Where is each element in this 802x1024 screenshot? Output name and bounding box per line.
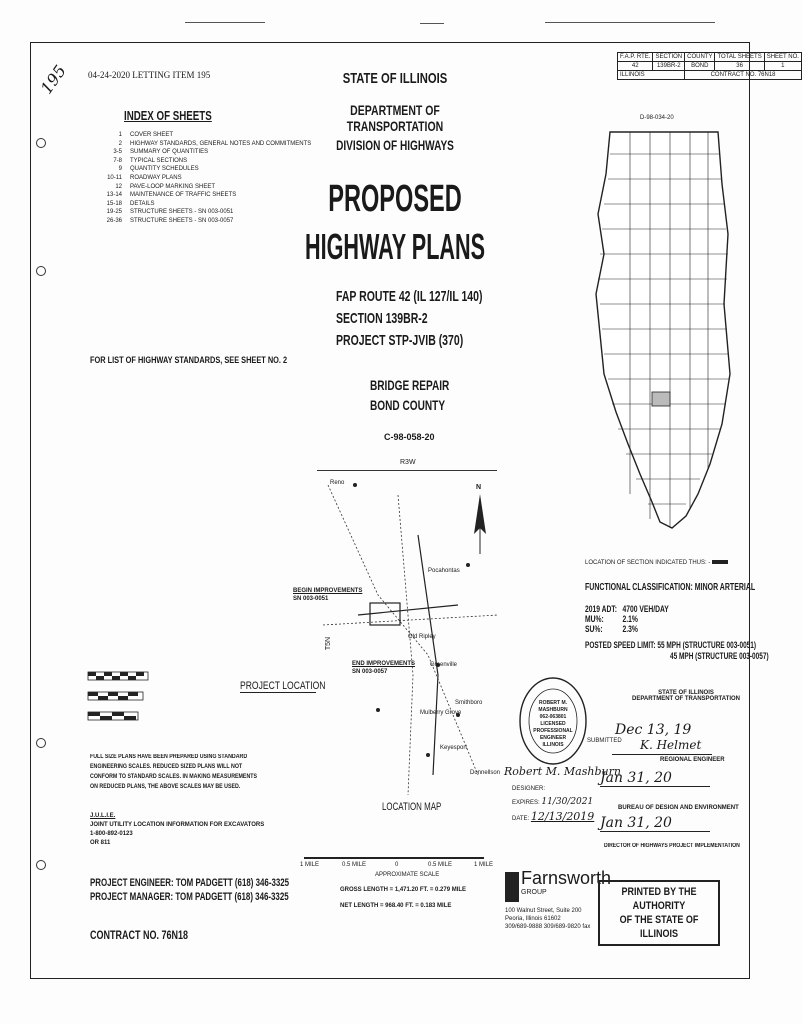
index-sheet-number: 1 xyxy=(118,132,122,138)
location-legend-mark xyxy=(712,560,728,564)
town-label: Old Ripley xyxy=(408,634,436,640)
traffic-value: 2.1% xyxy=(622,614,638,624)
tb-contract: CONTRACT NO. 76N18 xyxy=(685,71,802,80)
standards-note: FOR LIST OF HIGHWAY STANDARDS, SEE SHEET NO. 2 xyxy=(90,355,288,365)
date-label: DATE: xyxy=(512,816,530,822)
traffic-key: MU%: xyxy=(585,614,604,624)
department-title: DEPARTMENT OF TRANSPORTATION xyxy=(346,102,444,134)
index-row xyxy=(100,157,311,166)
firm-phone: 309/689-9888 309/689-9820 fax xyxy=(505,924,591,930)
index-sheet-title: STRUCTURE SHEETS - SN 003-0057 xyxy=(130,217,234,224)
contract-number: CONTRACT NO. 76N18 xyxy=(90,928,189,942)
regional-signature: K. Helmet xyxy=(640,738,702,752)
handwritten-number: 195 xyxy=(36,61,70,98)
tb-v1: 42 xyxy=(618,62,653,71)
printed-line-2: OF THE STATE OF ILLINOIS xyxy=(619,914,699,940)
end-sn: SN 003-0057 xyxy=(352,669,388,675)
town-label: Reno xyxy=(330,480,345,486)
scale-note-line: CONFORM TO STANDARD SCALES. IN MAKING MEASUREMENTS xyxy=(90,774,258,780)
bond-county: BOND COUNTY xyxy=(370,397,446,413)
expires xyxy=(512,797,593,807)
index-sheet-title: TYPICAL SECTIONS xyxy=(130,157,188,164)
sign-line xyxy=(612,754,712,755)
index-sheet-number: 12 xyxy=(115,183,122,190)
index-sheet-number: 26-36 xyxy=(106,217,122,224)
north-label: N xyxy=(476,484,482,491)
town-label: Mulberry Grove xyxy=(420,710,462,716)
begin-label: BEGIN IMPROVEMENTS xyxy=(293,588,363,594)
submitted-block xyxy=(632,690,740,702)
tb-h1: F.A.P. RTE. xyxy=(618,53,653,62)
project-engineer: PROJECT ENGINEER: TOM PADGETT (618) 346-3325 xyxy=(90,877,290,889)
index-sheet-title: DETAILS xyxy=(130,200,155,207)
firm-addr-1: 100 Walnut Street, Suite 200 xyxy=(505,908,582,914)
bond-county-highlight xyxy=(652,392,670,406)
seal-licensed: LICENSED xyxy=(540,721,566,727)
posted-speed xyxy=(585,640,769,662)
seal-engineer: ENGINEER xyxy=(539,735,567,741)
index-row xyxy=(100,217,311,226)
index-row xyxy=(100,140,311,149)
designer-label: DESIGNER: xyxy=(512,786,546,792)
index-sheet-title: MAINTENANCE OF TRAFFIC SHEETS xyxy=(130,192,237,199)
route-line: FAP ROUTE 42 (IL 127/IL 140) xyxy=(336,288,483,305)
seal-name: ROBERT M. MASHBURN xyxy=(538,700,568,713)
index-sheet-title: PAVE-LOOP MARKING SHEET xyxy=(130,183,216,190)
scale-tick: 0.5 MILE xyxy=(428,862,453,868)
firm-name: Farnsworth xyxy=(521,868,612,888)
map-id: D-98-034-20 xyxy=(640,115,674,121)
index-sheet-number: 10-11 xyxy=(107,174,122,181)
submitted-label: SUBMITTED xyxy=(587,738,622,744)
index-sheet-title: ROADWAY PLANS xyxy=(130,174,182,181)
approx-scale-bar xyxy=(304,857,484,859)
traffic-key: SU%: xyxy=(585,624,603,634)
index-row xyxy=(100,208,311,217)
index-sheet-title: HIGHWAY STANDARDS, GENERAL NOTES AND COMMITMENTS xyxy=(130,140,312,147)
bridge-repair: BRIDGE REPAIR xyxy=(370,377,450,393)
location-map-title: LOCATION MAP xyxy=(382,801,442,813)
index-sheet-number: 3-5 xyxy=(113,149,122,156)
julie-811: OR 811 xyxy=(90,840,111,846)
tb-v5: 1 xyxy=(764,62,801,71)
director-date: Jan 31, 20 xyxy=(600,815,710,832)
index-row xyxy=(100,183,311,192)
firm-address xyxy=(505,907,590,931)
speed-line-2: 45 MPH (STRUCTURE 003-0057) xyxy=(669,651,769,661)
title-block xyxy=(617,52,802,80)
tb-v4: 36 xyxy=(715,62,764,71)
division-title: DIVISION OF HIGHWAYS xyxy=(336,137,454,153)
traffic-value: 2.3% xyxy=(622,624,638,634)
state-title: STATE OF ILLINOIS xyxy=(342,70,448,87)
julie-title: J.U.L.I.E. xyxy=(90,813,116,819)
town-label: Pocahontas xyxy=(428,568,460,574)
index-row xyxy=(100,191,311,200)
scale-tick: 0 xyxy=(395,862,399,868)
begin-improvements xyxy=(293,587,362,603)
index-row xyxy=(100,148,311,157)
index-title: INDEX OF SHEETS xyxy=(124,108,212,123)
scale-note-line: ENGINEERING SCALES. REDUCED SIZED PLANS WILL NOT xyxy=(90,764,243,770)
traffic-row xyxy=(585,614,669,624)
index-sheet-title: SUMMARY OF QUANTITIES xyxy=(130,149,209,156)
end-improvements xyxy=(352,660,415,676)
traffic-data xyxy=(585,604,669,634)
index-sheet-number: 13-14 xyxy=(106,192,122,199)
seal-state: ILLINOIS xyxy=(542,742,564,748)
letting-item: 04-24-2020 LETTING ITEM 195 xyxy=(88,70,211,80)
tb-h3: COUNTY xyxy=(685,53,715,62)
end-label: END IMPROVEMENTS xyxy=(352,661,416,667)
tb-h2: SECTION xyxy=(653,53,685,62)
expires-label: EXPIRES: xyxy=(512,800,540,806)
town-label: Greenville xyxy=(430,662,458,668)
index-sheet-title: COVER SHEET xyxy=(130,132,174,138)
traffic-key: 2019 ADT: xyxy=(585,604,618,614)
graphic-scales xyxy=(88,662,188,732)
firm-addr-2: Peoria, Illinois 61602 xyxy=(505,916,561,922)
scan-mark xyxy=(420,23,444,24)
engineer-signature: Robert M. Mashburn xyxy=(504,765,621,778)
highway-plans-title: HIGHWAY PLANS xyxy=(304,226,486,267)
project-manager: PROJECT MANAGER: TOM PADGETT (618) 346-3325 xyxy=(90,891,289,903)
approx-scale-label: APPROXIMATE SCALE xyxy=(375,872,440,878)
seal-professional: PROFESSIONAL xyxy=(533,728,573,734)
traffic-row xyxy=(585,624,669,634)
project-box xyxy=(370,603,400,625)
seal-date xyxy=(512,810,594,823)
project-location-label: PROJECT LOCATION xyxy=(240,680,326,692)
bridge-block xyxy=(370,375,449,415)
speed-line-1: POSTED SPEED LIMIT: 55 MPH (STRUCTURE 003-0051) xyxy=(585,640,757,650)
functional-class: FUNCTIONAL CLASSIFICATION: MINOR ARTERIAL xyxy=(585,582,756,593)
location-note xyxy=(585,560,728,566)
proposed-title: PROPOSED xyxy=(328,178,462,220)
index-sheet-title: QUANTITY SCHEDULES xyxy=(130,166,199,173)
net-length: NET LENGTH = 968.40 FT. = 0.183 MILE xyxy=(340,903,452,909)
index-sheet-number: 7-8 xyxy=(113,157,122,164)
julie-phone: 1-800-892-0123 xyxy=(90,831,133,837)
seal-number: 062-063801 xyxy=(539,714,567,720)
scale-tick: 1 MILE xyxy=(300,862,320,868)
director-label: DIRECTOR OF HIGHWAYS PROJECT IMPLEMENTATION xyxy=(604,843,740,849)
tb-h5: SHEET NO. xyxy=(764,53,801,62)
index-list xyxy=(100,131,311,226)
printed-line-1: PRINTED BY THE AUTHORITY xyxy=(621,886,697,912)
printed-authority-box xyxy=(598,880,720,946)
location-note-text: LOCATION OF SECTION INDICATED THUS: - xyxy=(585,560,711,566)
bureau-label: BUREAU OF DESIGN AND ENVIRONMENT xyxy=(618,805,739,811)
julie-line: JOINT UTILITY LOCATION INFORMATION FOR EXCAVATORS xyxy=(90,822,265,828)
township-label: T5N xyxy=(325,636,333,651)
gross-length: GROSS LENGTH = 1,471.20 FT. = 0.279 MILE xyxy=(340,887,467,893)
begin-sn: SN 003-0051 xyxy=(293,596,329,602)
traffic-row xyxy=(585,604,669,614)
project-location-leader xyxy=(240,692,316,693)
tb-h4: TOTAL SHEETS xyxy=(715,53,764,62)
expires-value: 11/30/2021 xyxy=(541,797,594,807)
engineer-block xyxy=(90,876,289,904)
index-row xyxy=(100,200,311,209)
map-top-border xyxy=(317,470,497,471)
submitted-dept: DEPARTMENT OF TRANSPORTATION xyxy=(632,696,740,702)
index-sheet-number: 2 xyxy=(118,140,122,147)
regional-engineer-label: REGIONAL ENGINEER xyxy=(660,757,725,763)
scale-tick: 1 MILE xyxy=(474,862,494,868)
farnsworth-logo-mark xyxy=(505,872,519,902)
tb-illinois: ILLINOIS xyxy=(618,71,685,80)
scale-note-line: FULL SIZE PLANS HAVE BEEN PREPARED USING STANDARD xyxy=(90,754,248,760)
submitted-state: STATE OF ILLINOIS xyxy=(658,690,714,696)
index-sheet-title: STRUCTURE SHEETS - SN 003-0051 xyxy=(130,209,234,216)
section-line: SECTION 139BR-2 xyxy=(336,310,428,327)
town-label: Smithboro xyxy=(455,700,483,706)
location-map-roads xyxy=(318,475,508,805)
town-label: Donnellson xyxy=(470,770,501,776)
range-label: R3W xyxy=(400,459,416,466)
town-label: Keyesport xyxy=(440,745,468,751)
index-row xyxy=(100,131,311,140)
scan-mark xyxy=(545,22,715,23)
scale-note xyxy=(90,752,257,792)
tb-v2: 139BR-2 xyxy=(653,62,685,71)
seal-text xyxy=(524,700,582,749)
job-number: C-98-058-20 xyxy=(384,432,435,442)
bureau-date: Jan 31, 20 xyxy=(600,770,710,787)
index-row xyxy=(100,174,311,183)
route-block xyxy=(336,286,482,352)
index-sheet-number: 9 xyxy=(118,166,122,173)
scale-tick: 0.5 MILE xyxy=(342,862,367,868)
index-sheet-number: 15-18 xyxy=(106,200,122,207)
tb-v3: BOND xyxy=(685,62,715,71)
project-line: PROJECT STP-JVIB (370) xyxy=(336,332,464,349)
scan-mark xyxy=(185,22,265,23)
submitted-date: Dec 13, 19 xyxy=(615,722,692,738)
traffic-value: 4700 VEH/DAY xyxy=(622,604,669,614)
firm-group: GROUP xyxy=(521,889,547,896)
date-value: 12/13/2019 xyxy=(530,810,595,823)
illinois-county-map xyxy=(590,124,740,544)
julie-note xyxy=(90,812,264,848)
scale-note-line: ON REDUCED PLANS, THE ABOVE SCALES MAY BE USED. xyxy=(90,784,241,790)
index-row xyxy=(100,165,311,174)
index-sheet-number: 19-25 xyxy=(106,209,122,216)
